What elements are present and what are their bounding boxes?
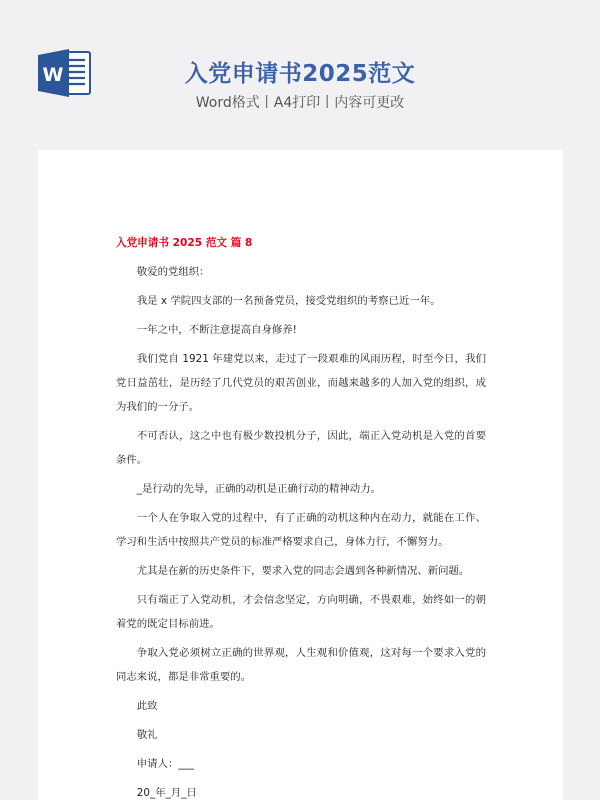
paragraph: 一年之中，不断注意提高自身修养! — [136, 324, 297, 336]
document-title: 入党申请书 2025 范文 篇 8 — [116, 237, 253, 249]
document-body — [116, 231, 486, 800]
paragraph: 我是 x 学院四支部的一名预备党员，接受党组织的考察已近一年。 — [136, 295, 441, 307]
closing-regards: 敬礼 — [136, 729, 158, 741]
page-title: 入党申请书2025范文 — [184, 61, 416, 87]
paragraph: 尤其是在新的历史条件下，要求入党的同志会遇到各种新情况、新问题。 — [136, 565, 470, 577]
page-header — [0, 0, 600, 150]
paragraph: _是行动的先导，正确的动机是正确行动的精神动力。 — [136, 483, 381, 495]
closing-salutation: 此致 — [136, 700, 158, 712]
page-subtitle: Word格式丨A4打印丨内容可更改 — [195, 95, 405, 111]
paragraph: 一个人在争取入党的过程中，有了正确的动机这种内在动力，就能在工作、学习和生活中按照共产党员的标准严格要求自己，身体力行，不懈努力。 — [116, 512, 486, 548]
paragraph: 我们党自 1921 年建党以来，走过了一段艰难的风雨历程，时至今日，我们党日益茁壮，是历经了几代党员的艰苦创业，而越来越多的人加入党的组织，成为我们的一分子。 — [116, 353, 486, 413]
applicant-line: 申请人：___ — [136, 758, 194, 770]
paragraph: 敬爱的党组织： — [136, 266, 210, 278]
word-logo-letter: W — [42, 64, 64, 86]
document-page — [38, 150, 563, 800]
paragraph: 只有端正了入党动机，才会信念坚定，方向明确，不畏艰难，始终如一的朝着党的既定目标前进。 — [116, 594, 486, 630]
date-line: 20_年_月_日 — [136, 787, 197, 799]
paragraph: 不可否认，这之中也有极少数投机分子，因此，端正入党动机是入党的首要条件。 — [116, 430, 486, 466]
paragraph: 争取入党必须树立正确的世界观，人生观和价值观，这对每一个要求入党的同志来说，都是非常重要的。 — [116, 647, 486, 683]
